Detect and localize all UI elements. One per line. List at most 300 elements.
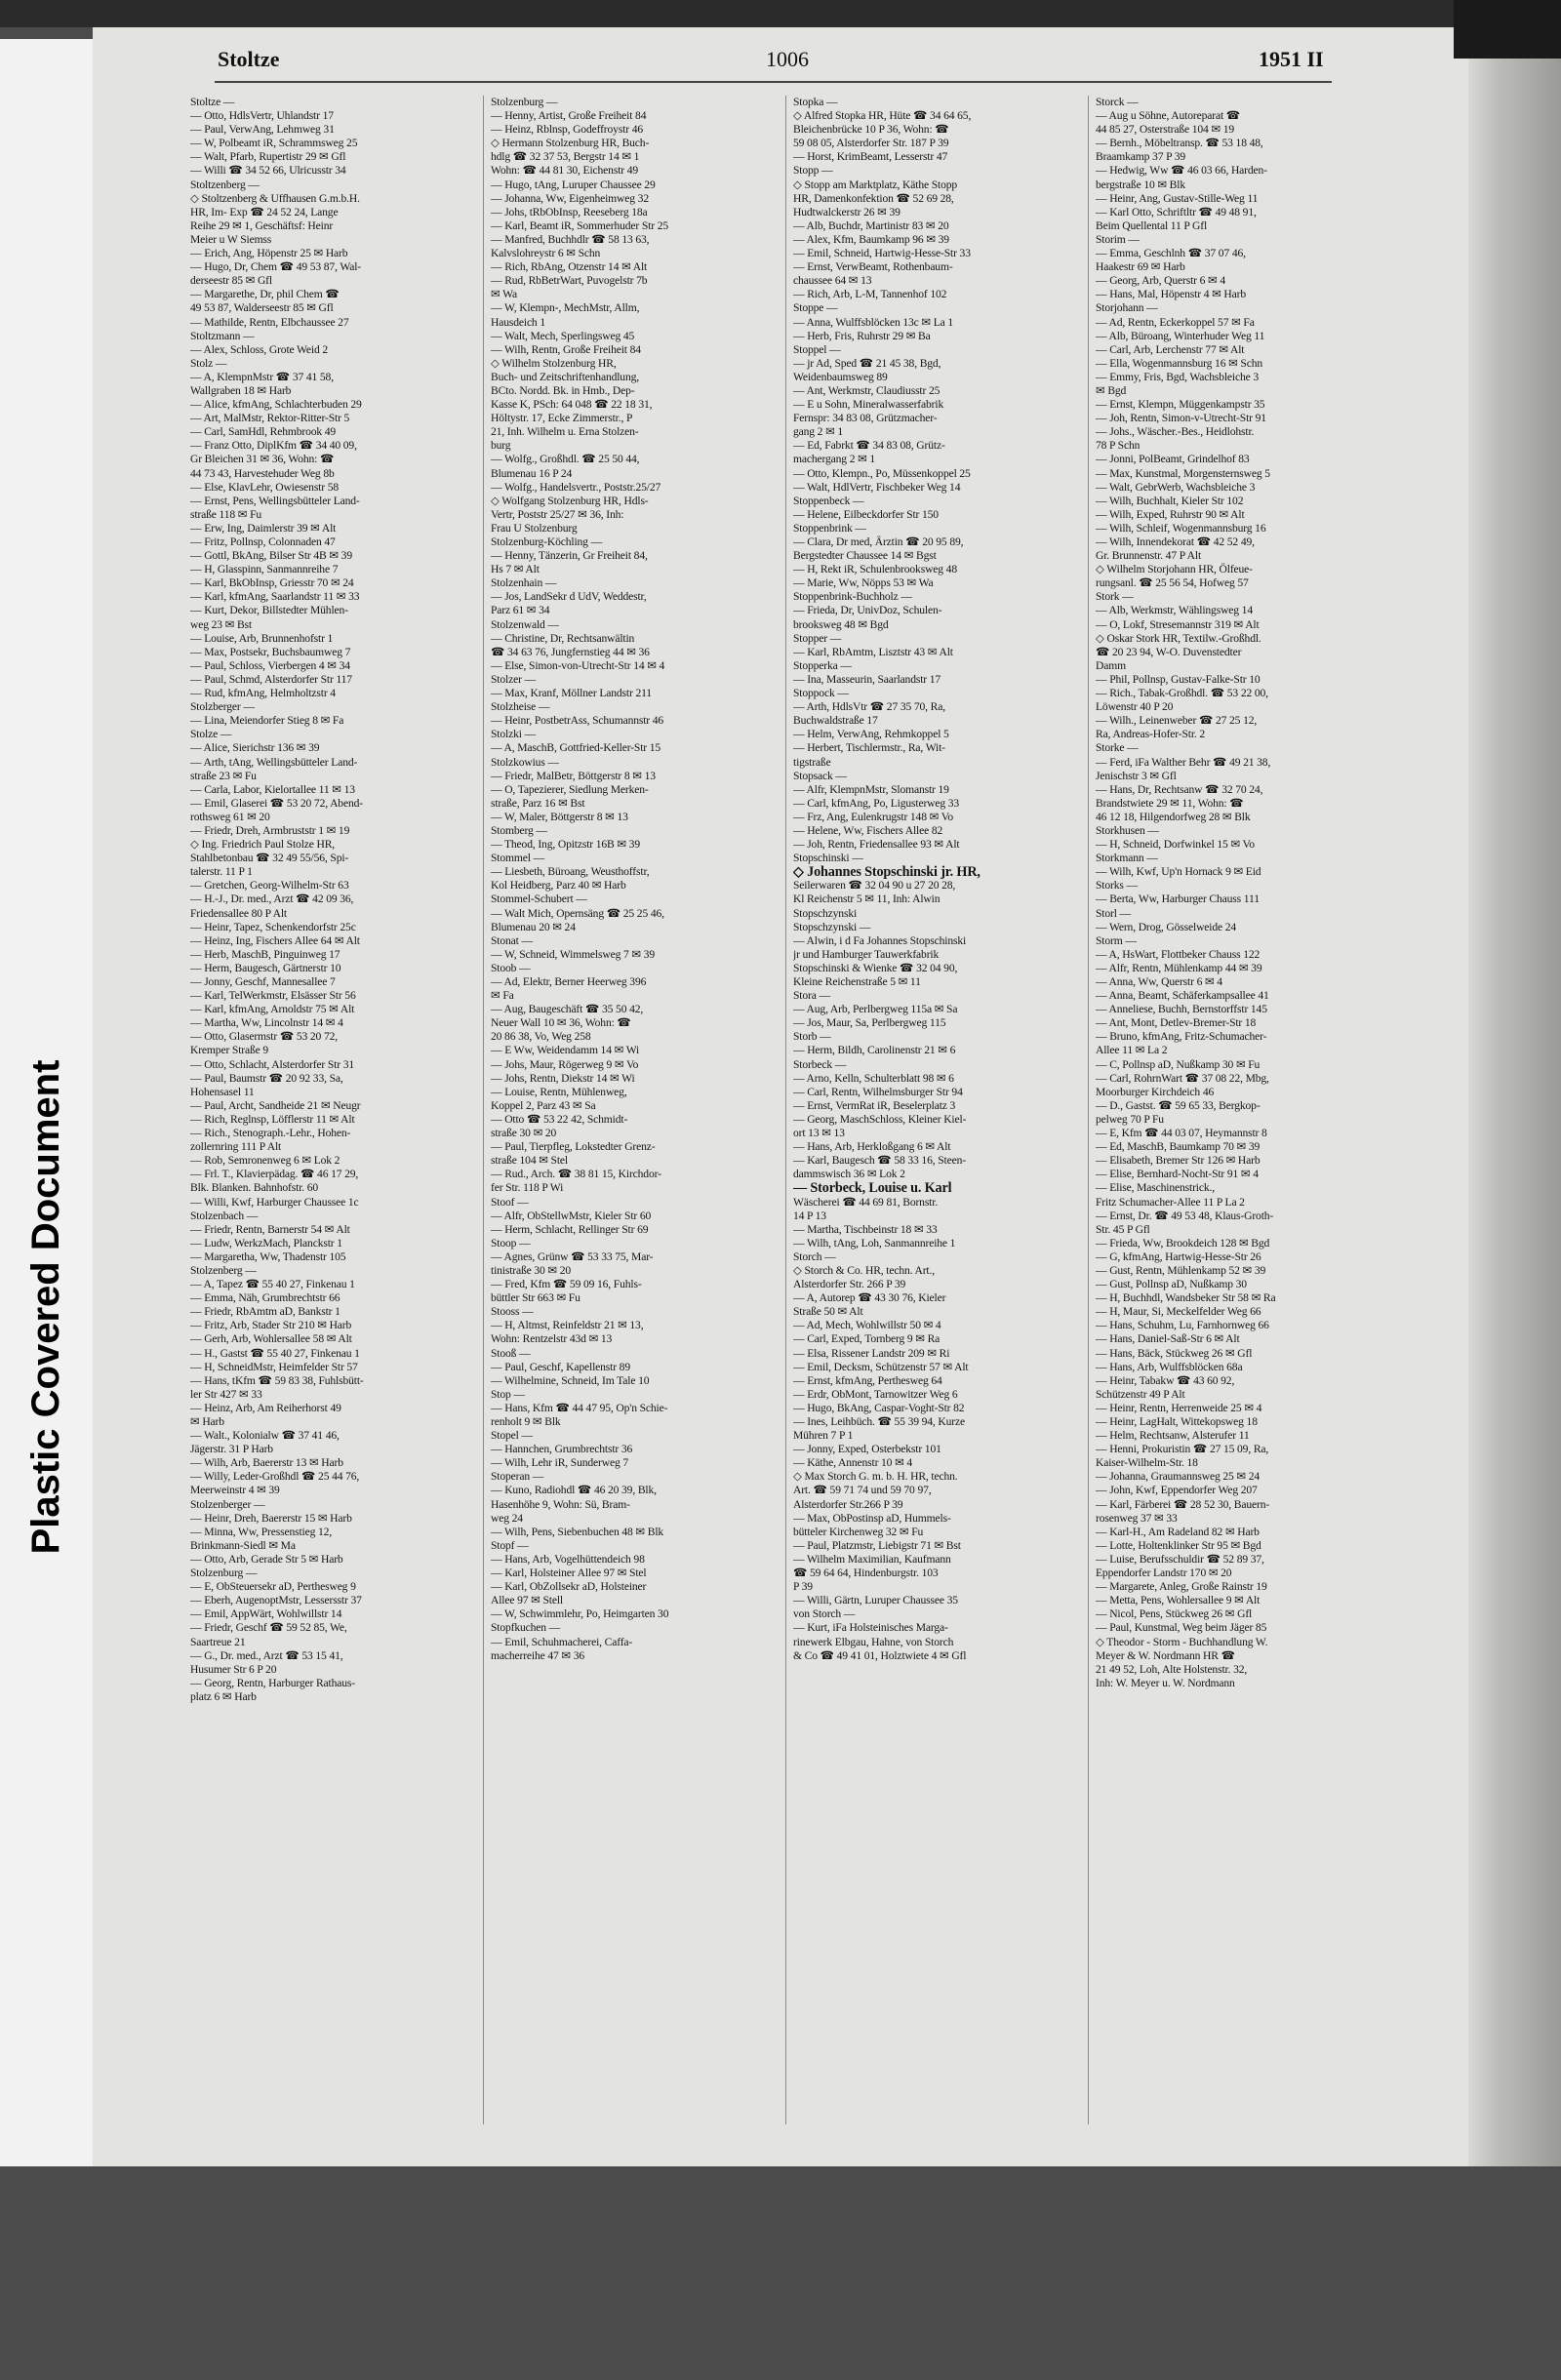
directory-line: — Margaretha, Ww, Thadenstr 105 bbox=[190, 1250, 346, 1263]
directory-line: — Heinr, Ang, Gustav-Stille-Weg 11 bbox=[1096, 191, 1259, 205]
directory-line: fer Str. 118 P Wi bbox=[491, 1181, 564, 1195]
directory-line: Stoppe — bbox=[793, 301, 838, 315]
directory-line: straße, Parz 16 ✉ Bst bbox=[491, 796, 585, 810]
directory-line: — Willi, Gärtn, Luruper Chaussee 35 bbox=[793, 1594, 958, 1607]
directory-line: ✉ Bgd bbox=[1096, 383, 1127, 397]
directory-line: — Hans, Mal, Höpenstr 4 ✉ Harb bbox=[1096, 288, 1246, 301]
directory-line: ◇ Hermann Stolzenburg HR, Buch- bbox=[491, 137, 650, 150]
directory-line: Stopfkuchen — bbox=[491, 1621, 561, 1635]
directory-line: Stommel-Schubert — bbox=[491, 892, 587, 906]
directory-line: straße 23 ✉ Fu bbox=[190, 769, 257, 782]
directory-line: Kalvslohreystr 6 ✉ Schn bbox=[491, 247, 601, 260]
directory-line: — Alb, Büroang, Winterhuder Weg 11 bbox=[1096, 329, 1265, 342]
directory-line: & Co ☎ 49 41 01, Holztwiete 4 ✉ Gfl bbox=[793, 1648, 967, 1662]
directory-line: Stolzenhain — bbox=[491, 576, 557, 590]
directory-line: — Heinz, Rblnsp, Godeffroystr 46 bbox=[491, 123, 643, 137]
directory-line: Stolze — bbox=[190, 728, 232, 741]
directory-line: — Ernst, kfmAng, Perthesweg 64 bbox=[793, 1373, 942, 1387]
directory-line: 59 08 05, Alsterdorfer Str. 187 P 39 bbox=[793, 137, 949, 150]
directory-line: — Rich, Arb, L-M, Tannenhof 102 bbox=[793, 288, 947, 301]
directory-line: 14 P 13 bbox=[793, 1209, 826, 1222]
directory-line: — Elisabeth, Bremer Str 126 ✉ Harb bbox=[1096, 1154, 1261, 1168]
directory-line: — Arno, Kelln, Schulterblatt 98 ✉ 6 bbox=[793, 1071, 954, 1085]
directory-line: Frau U Stolzenburg bbox=[491, 521, 578, 535]
directory-line: — Hugo, Dr, Chem ☎ 49 53 87, Wal- bbox=[190, 260, 362, 274]
directory-line: — Theod, Ing, Opitzstr 16B ✉ 39 bbox=[491, 838, 640, 852]
directory-line: — Walt, HdlVertr, Fischbeker Weg 14 bbox=[793, 480, 961, 494]
directory-line: — Willy, Leder-Großhdl ☎ 25 44 76, bbox=[190, 1470, 360, 1484]
directory-line: Jägerstr. 31 P Harb bbox=[190, 1443, 273, 1456]
directory-line: — A, HsWart, Flottbeker Chauss 122 bbox=[1096, 947, 1261, 961]
directory-line: ort 13 ✉ 13 bbox=[793, 1127, 845, 1140]
directory-line: — Otto, HdlsVertr, Uhlandstr 17 bbox=[190, 109, 334, 123]
column-4 bbox=[1096, 96, 1377, 2124]
directory-line: — Karl, Baugesch ☎ 58 33 16, Steen- bbox=[793, 1154, 966, 1168]
directory-line: — Alice, Sierichstr 136 ✉ 39 bbox=[190, 741, 320, 755]
directory-line: 44 85 27, Osterstraße 104 ✉ 19 bbox=[1096, 123, 1235, 137]
directory-line: — W, Schwimmlehr, Po, Heimgarten 30 bbox=[491, 1607, 669, 1621]
directory-line: Kaiser-Wilhelm-Str. 18 bbox=[1096, 1456, 1198, 1470]
column-divider bbox=[1088, 96, 1089, 2124]
directory-line: — Herb, MaschB, Pinguinweg 17 bbox=[190, 947, 340, 961]
directory-line: bergstraße 10 ✉ Blk bbox=[1096, 178, 1185, 191]
directory-line: — Alwin, i d Fa Johannes Stopschinski bbox=[793, 933, 967, 947]
directory-line: hdlg ☎ 32 37 53, Bergstr 14 ✉ 1 bbox=[491, 150, 640, 164]
directory-line: — Ant, Werkmstr, Claudiusstr 25 bbox=[793, 383, 941, 397]
directory-line: — Walt, Mech, Sperlingsweg 45 bbox=[491, 329, 635, 342]
directory-line: Stoppenbeck — bbox=[793, 494, 864, 507]
directory-line: — Käthe, Annenstr 10 ✉ 4 bbox=[793, 1456, 913, 1470]
running-head-right: 1951 II bbox=[1259, 47, 1324, 71]
directory-line: — W, Klempn-, MechMstr, Allm, bbox=[491, 301, 640, 315]
directory-line: — Hans, Schuhm, Lu, Farnhornweg 66 bbox=[1096, 1319, 1269, 1332]
directory-line: — Wilh, Schleif, Wogenmannsburg 16 bbox=[1096, 521, 1266, 535]
directory-line: — Otto, Glasermstr ☎ 53 20 72, bbox=[190, 1030, 338, 1044]
directory-line: ☎ 20 23 94, W-O. Duvenstedter bbox=[1096, 645, 1242, 658]
directory-line: — Walt, GebrWerb, Wachsbleiche 3 bbox=[1096, 480, 1256, 494]
scan-corner bbox=[1454, 0, 1561, 59]
directory-line: 21 49 52, Loh, Alte Holstenstr. 32, bbox=[1096, 1662, 1248, 1676]
header-rule bbox=[215, 81, 1332, 83]
directory-line: — Jos, LandSekr d UdV, Weddestr, bbox=[491, 590, 647, 604]
directory-line: Kol Heidberg, Parz 40 ✉ Harb bbox=[491, 879, 626, 892]
directory-line: Stolzenburg-Köchling — bbox=[491, 536, 603, 548]
directory-line: — Frz, Ang, Eulenkrugstr 148 ✉ Vo bbox=[793, 810, 954, 823]
directory-line: Seilerwaren ☎ 32 04 90 u 27 20 28, bbox=[793, 879, 956, 892]
directory-line: — Wilh, Rentn, Große Freiheit 84 bbox=[491, 342, 641, 356]
directory-line: Stolz — bbox=[190, 356, 227, 370]
directory-line: Brinkmann-Siedl ✉ Ma bbox=[190, 1538, 296, 1552]
directory-line: Stopperka — bbox=[793, 658, 852, 672]
directory-line: — Emil, Schuhmacherei, Caffa- bbox=[491, 1635, 633, 1648]
directory-line: — Emma, Näh, Grumbrechtstr 66 bbox=[190, 1291, 340, 1305]
directory-line: dammswisch 36 ✉ Lok 2 bbox=[793, 1168, 905, 1181]
directory-line: Storbeck — bbox=[793, 1057, 847, 1071]
directory-line: zollernring 111 P Alt bbox=[190, 1140, 282, 1154]
directory-line: Mühren 7 P 1 bbox=[793, 1429, 854, 1443]
directory-line: straße 30 ✉ 20 bbox=[491, 1127, 557, 1140]
directory-line: Stoltze — bbox=[190, 96, 235, 108]
directory-line: Kleine Reichenstraße 5 ✉ 11 bbox=[793, 975, 921, 988]
directory-line: Stoppock — bbox=[793, 687, 849, 700]
directory-line: — Hugo, BkAng, Caspar-Voght-Str 82 bbox=[793, 1401, 965, 1414]
directory-line: Bergstedter Chaussee 14 ✉ Bgst bbox=[793, 549, 937, 563]
directory-line: — Ed, MaschB, Baumkamp 70 ✉ 39 bbox=[1096, 1140, 1261, 1154]
directory-line: — Martha, Ww, Lincolnstr 14 ✉ 4 bbox=[190, 1016, 343, 1030]
directory-line: 20 86 38, Vo, Weg 258 bbox=[491, 1030, 591, 1044]
directory-line: ✉ Fa bbox=[491, 989, 514, 1003]
directory-line: — Paul, Archt, Sandheide 21 ✉ Neugr bbox=[190, 1098, 361, 1112]
directory-line: — Arth, tAng, Wellingsbütteler Land- bbox=[190, 755, 358, 769]
directory-line: — Paul, Schmd, Alsterdorfer Str 117 bbox=[190, 672, 352, 686]
directory-line: — Walt., Kolonialw ☎ 37 41 46, bbox=[190, 1429, 340, 1443]
directory-line: — Karl, kfmAng, Arnoldstr 75 ✉ Alt bbox=[190, 1003, 355, 1016]
directory-line: Stolzenburg — bbox=[491, 96, 558, 108]
directory-line: Storl — bbox=[1096, 906, 1131, 920]
column-1 bbox=[190, 96, 471, 2124]
directory-line: ◇ Wolfgang Stolzenburg HR, Hdls- bbox=[491, 494, 649, 507]
directory-line: — Max, Postsekr, Buchsbaumweg 7 bbox=[190, 645, 351, 658]
directory-line: pelweg 70 P Fu bbox=[1096, 1112, 1164, 1126]
directory-line: — Wilh, Innendekorat ☎ 42 52 49, bbox=[1096, 536, 1255, 548]
directory-line: — Ina, Masseurin, Saarlandstr 17 bbox=[793, 672, 941, 686]
directory-line: Vertr, Poststr 25/27 ✉ 36, Inh: bbox=[491, 507, 624, 521]
directory-line: — Erich, Ang, Höpenstr 25 ✉ Harb bbox=[190, 247, 348, 260]
directory-line: — H, Rekt iR, Schulenbrooksweg 48 bbox=[793, 563, 957, 576]
directory-line: — Helm, VerwAng, Rehmkoppel 5 bbox=[793, 728, 949, 741]
directory-line: — Frieda, Dr, UnivDoz, Schulen- bbox=[793, 604, 942, 617]
directory-line: ◇ Ing. Friedrich Paul Stolze HR, bbox=[190, 838, 336, 852]
directory-line: — Paul, Baumstr ☎ 20 92 33, Sa, bbox=[190, 1071, 343, 1085]
directory-line: Stoop — bbox=[491, 1236, 531, 1250]
directory-line: ◇ Alfred Stopka HR, Hüte ☎ 34 64 65, bbox=[793, 109, 972, 123]
directory-line: renholt 9 ✉ Blk bbox=[491, 1415, 561, 1428]
directory-line: — Heinr, Tapez, Schenkendorfstr 25c bbox=[190, 920, 356, 933]
directory-line: — Johanna, Graumannsweg 25 ✉ 24 bbox=[1096, 1470, 1260, 1484]
directory-line: — Kuno, Radiohdl ☎ 46 20 39, Blk, bbox=[491, 1484, 657, 1497]
directory-line: machergang 2 ✉ 1 bbox=[793, 453, 876, 466]
directory-line: Storim — bbox=[1096, 232, 1140, 246]
directory-line: Storjohann — bbox=[1096, 301, 1158, 315]
directory-line: — Max, Kranf, Möllner Landstr 211 bbox=[491, 687, 652, 700]
directory-line: — W, Polbeamt iR, Schrammsweg 25 bbox=[190, 137, 358, 150]
column-divider bbox=[483, 96, 484, 2124]
directory-line: — Rud, kfmAng, Helmholtzstr 4 bbox=[190, 687, 336, 700]
directory-line: — H., Gastst ☎ 55 40 27, Finkenau 1 bbox=[190, 1346, 360, 1360]
directory-line: Schützenstr 49 P Alt bbox=[1096, 1387, 1185, 1401]
plastic-sticker bbox=[0, 39, 93, 2166]
directory-line: — Johs, Rentn, Diekstr 14 ✉ Wi bbox=[491, 1071, 635, 1085]
directory-line: Stommel — bbox=[491, 852, 545, 865]
directory-line: 21, Inh. Wilhelm u. Erna Stolzen- bbox=[491, 425, 639, 439]
directory-line: — Friedr, Rentn, Barnerstr 54 ✉ Alt bbox=[190, 1222, 350, 1236]
directory-line: — Alb, Werkmstr, Wählingsweg 14 bbox=[1096, 604, 1253, 617]
directory-line: — Emil, Glaserei ☎ 53 20 72, Abend- bbox=[190, 796, 363, 810]
directory-line: Stoltzmann — bbox=[190, 329, 255, 342]
directory-line: — Erdr, ObMont, Tarnowitzer Weg 6 bbox=[793, 1387, 958, 1401]
directory-line: — Wilhelm Maximilian, Kaufmann bbox=[793, 1552, 951, 1566]
directory-line: Inh: W. Meyer u. W. Nordmann bbox=[1096, 1676, 1235, 1689]
directory-line: — Wolfg., Großhdl. ☎ 25 50 44, bbox=[491, 453, 640, 466]
directory-line: bütteler Kirchenweg 32 ✉ Fu bbox=[793, 1525, 924, 1538]
directory-line: burg bbox=[491, 439, 511, 453]
directory-line: Storch — bbox=[793, 1250, 836, 1263]
directory-line: — H, SchneidMstr, Heimfelder Str 57 bbox=[190, 1360, 358, 1373]
directory-line: — Carl, kfmAng, Po, Ligusterweg 33 bbox=[793, 796, 960, 810]
directory-line: P 39 bbox=[793, 1580, 813, 1594]
directory-line: — Alfr, ObStellwMstr, Kieler Str 60 bbox=[491, 1209, 652, 1222]
directory-line: Stoppenbrink — bbox=[793, 521, 866, 535]
directory-line: — H, Buchhdl, Wandsbeker Str 58 ✉ Ra bbox=[1096, 1291, 1276, 1305]
directory-line: Stopsack — bbox=[793, 769, 847, 782]
directory-line: — Alice, kfmAng, Schlachterbuden 29 bbox=[190, 398, 362, 412]
directory-line: — Heinr, PostbetrAss, Schumannstr 46 bbox=[491, 714, 664, 728]
directory-line: — Johs, tRbObInsp, Reeseberg 18a bbox=[491, 205, 648, 218]
directory-line: — Friedr, Dreh, Armbruststr 1 ✉ 19 bbox=[190, 823, 350, 837]
directory-line: — A, Tapez ☎ 55 40 27, Finkenau 1 bbox=[190, 1278, 355, 1291]
directory-line: Meyer & W. Nordmann HR ☎ bbox=[1096, 1648, 1235, 1662]
directory-line: Braamkamp 37 P 39 bbox=[1096, 150, 1186, 164]
directory-line: — Hans, Dr, Rechtsanw ☎ 32 70 24, bbox=[1096, 782, 1263, 796]
directory-line: — E, Kfm ☎ 44 03 07, Heymannstr 8 bbox=[1096, 1127, 1267, 1140]
directory-line: — Elise, Maschinenstrick., bbox=[1096, 1181, 1215, 1195]
directory-line: — Elsa, Rissener Landstr 209 ✉ Ri bbox=[793, 1346, 950, 1360]
directory-line: — Art, MalMstr, Rektor-Ritter-Str 5 bbox=[190, 412, 350, 425]
directory-line: — Eberh, AugenoptMstr, Lessersstr 37 bbox=[190, 1594, 362, 1607]
directory-line: Straße 50 ✉ Alt bbox=[793, 1305, 863, 1319]
directory-line: — G., Dr. med., Arzt ☎ 53 15 41, bbox=[190, 1648, 343, 1662]
directory-line: — Georg, Arb, Querstr 6 ✉ 4 bbox=[1096, 274, 1225, 288]
directory-line: — Wilh, Buchhalt, Kieler Str 102 bbox=[1096, 494, 1244, 507]
directory-line: Buchwaldstraße 17 bbox=[793, 714, 878, 728]
directory-line: derseestr 85 ✉ Gfl bbox=[190, 274, 272, 288]
directory-line: — Arth, HdlsVtr ☎ 27 35 70, Ra, bbox=[793, 700, 945, 714]
directory-line: ◇ Storch & Co. HR, techn. Art., bbox=[793, 1263, 935, 1277]
directory-line: Fritz Schumacher-Allee 11 P La 2 bbox=[1096, 1195, 1245, 1209]
directory-line: Stolzberger — bbox=[190, 700, 255, 714]
directory-line: brooksweg 48 ✉ Bgd bbox=[793, 617, 889, 631]
directory-line: — Ludw, WerkzMach, Planckstr 1 bbox=[190, 1236, 342, 1250]
directory-line: Neuer Wall 10 ✉ 36, Wohn: ☎ bbox=[491, 1016, 631, 1030]
directory-line: — Ernst, VermRat iR, Beselerplatz 3 bbox=[793, 1098, 956, 1112]
directory-line: — Ella, Wogenmannsburg 16 ✉ Schn bbox=[1096, 356, 1263, 370]
directory-line: Storck — bbox=[1096, 96, 1139, 108]
directory-line: — Minna, Ww, Pressenstieg 12, bbox=[190, 1525, 333, 1538]
directory-line: — Karl, ObZollsekr aD, Holsteiner bbox=[491, 1580, 647, 1594]
directory-line: Weidenbaumsweg 89 bbox=[793, 370, 888, 383]
directory-line: — Carl, Exped, Tornberg 9 ✉ Ra bbox=[793, 1332, 941, 1346]
directory-line: Stopschzynski bbox=[793, 906, 858, 920]
directory-line: — Karl Otto, Schriftltr ☎ 49 48 91, bbox=[1096, 205, 1257, 218]
directory-line: — Hans, Bäck, Stückweg 26 ✉ Gfl bbox=[1096, 1346, 1253, 1360]
directory-line: Eppendorfer Landstr 170 ✉ 20 bbox=[1096, 1567, 1232, 1580]
directory-line: Reihe 29 ✉ 1, Geschäftsf: Heinr bbox=[190, 218, 334, 232]
directory-line: — Horst, KrimBeamt, Lesserstr 47 bbox=[793, 150, 948, 164]
directory-line: — Karl, Holsteiner Allee 97 ✉ Stel bbox=[491, 1567, 647, 1580]
directory-line: — Jos, Maur, Sa, Perlbergweg 115 bbox=[793, 1016, 946, 1030]
directory-line: — Hans, Daniel-Saß-Str 6 ✉ Alt bbox=[1096, 1332, 1240, 1346]
directory-line: — Erw, Ing, Daimlerstr 39 ✉ Alt bbox=[190, 521, 337, 535]
directory-line: — Heinr, Rentn, Herrenweide 25 ✉ 4 bbox=[1096, 1401, 1262, 1414]
directory-line: Wäscherei ☎ 44 69 81, Bornstr. bbox=[793, 1195, 939, 1209]
directory-line: — Herbert, Tischlermstr., Ra, Wit- bbox=[793, 741, 945, 755]
directory-line: — Hannchen, Grumbrechtstr 36 bbox=[491, 1443, 633, 1456]
directory-line: — Ernst, Klempn, Müggenkampstr 35 bbox=[1096, 398, 1265, 412]
directory-line: ✉ Harb bbox=[190, 1415, 224, 1428]
directory-line: Storkmann — bbox=[1096, 852, 1158, 865]
directory-line: HR, Im- Exp ☎ 24 52 24, Lange bbox=[190, 205, 339, 218]
directory-line: — Johs, Maur, Rögerweg 9 ✉ Vo bbox=[491, 1057, 639, 1071]
directory-line: — Bernh., Möbeltransp. ☎ 53 18 48, bbox=[1096, 137, 1263, 150]
directory-line: Blumenau 16 P 24 bbox=[491, 466, 573, 480]
directory-line: — Henni, Prokuristin ☎ 27 15 09, Ra, bbox=[1096, 1443, 1269, 1456]
directory-line: 44 73 43, Harvestehuder Weg 8b bbox=[190, 466, 335, 480]
directory-line: Storb — bbox=[793, 1030, 831, 1044]
directory-line: — Joh, Rentn, Friedensallee 93 ✉ Alt bbox=[793, 838, 960, 852]
directory-line: Meier u W Siemss bbox=[190, 232, 272, 246]
directory-line: Stopka — bbox=[793, 96, 838, 108]
directory-line: Gr. Brunnenstr. 47 P Alt bbox=[1096, 549, 1202, 563]
directory-line: — G, kfmAng, Hartwig-Hesse-Str 26 bbox=[1096, 1250, 1261, 1263]
directory-line: — Herm, Schlacht, Rellinger Str 69 bbox=[491, 1222, 649, 1236]
directory-line: — Karl, Färberei ☎ 28 52 30, Bauern- bbox=[1096, 1497, 1270, 1511]
directory-line: Stolzheise — bbox=[491, 700, 550, 714]
directory-line: — Jonni, PolBeamt, Grindelhof 83 bbox=[1096, 453, 1250, 466]
directory-line: Stop — bbox=[491, 1387, 525, 1401]
directory-line: — Heinr, Tabakw ☎ 43 60 92, bbox=[1096, 1373, 1235, 1387]
directory-line: — Emmy, Fris, Bgd, Wachsbleiche 3 bbox=[1096, 370, 1260, 383]
directory-line: Stolzenbach — bbox=[190, 1209, 259, 1222]
directory-line: Allee 97 ✉ Stell bbox=[491, 1594, 563, 1607]
directory-line: — Margarethe, Dr, phil Chem ☎ bbox=[190, 288, 340, 301]
directory-line: — John, Kwf, Eppendorfer Weg 207 bbox=[1096, 1484, 1258, 1497]
directory-line: Stoppenbrink-Buchholz — bbox=[793, 590, 912, 604]
directory-line: — Frieda, Ww, Brookdeich 128 ✉ Bgd bbox=[1096, 1236, 1270, 1250]
directory-line: gang 2 ✉ 1 bbox=[793, 425, 844, 439]
directory-line: Stolzenberg — bbox=[190, 1263, 257, 1277]
directory-line: — Paul, Geschf, Kapellenstr 89 bbox=[491, 1360, 630, 1373]
directory-line: — Fritz, Pollnsp, Colonnaden 47 bbox=[190, 536, 336, 548]
directory-line: Hasenhöhe 9, Wohn: Sü, Bram- bbox=[491, 1497, 630, 1511]
directory-line: rosenweg 37 ✉ 33 bbox=[1096, 1511, 1178, 1525]
directory-line: — Nicol, Pens, Stückweg 26 ✉ Gfl bbox=[1096, 1607, 1253, 1621]
directory-line: Stolzkowius — bbox=[491, 755, 559, 769]
directory-line: Allee 11 ✉ La 2 bbox=[1096, 1044, 1168, 1057]
directory-line: Stomberg — bbox=[491, 823, 547, 837]
directory-line: talerstr. 11 P 1 bbox=[190, 865, 253, 879]
directory-line: — Rich., Tabak-Großhdl. ☎ 53 22 00, bbox=[1096, 687, 1268, 700]
directory-line: Haakestr 69 ✉ Harb bbox=[1096, 260, 1185, 274]
directory-line: ◇ Johannes Stopschinski jr. HR, bbox=[793, 865, 981, 880]
directory-line: — Willi, Kwf, Harburger Chaussee 1c bbox=[190, 1195, 359, 1209]
directory-line: — Hans, tKfm ☎ 59 83 38, Fuhlsbütt- bbox=[190, 1373, 364, 1387]
directory-line: — Anna, Ww, Querstr 6 ✉ 4 bbox=[1096, 975, 1222, 988]
directory-line: ✉ Wa bbox=[491, 288, 517, 301]
directory-line: 78 P Schn bbox=[1096, 439, 1141, 453]
directory-line: — Marie, Ww, Nöpps 53 ✉ Wa bbox=[793, 576, 934, 590]
directory-line: Storke — bbox=[1096, 741, 1139, 755]
directory-line: Meerweinstr 4 ✉ 39 bbox=[190, 1484, 280, 1497]
directory-line: — Alex, Kfm, Baumkamp 96 ✉ 39 bbox=[793, 232, 949, 246]
directory-line: rungsanl. ☎ 25 56 54, Hofweg 57 bbox=[1096, 576, 1249, 590]
directory-line: — Gottl, BkAng, Bilser Str 4B ✉ 39 bbox=[190, 549, 352, 563]
directory-line: — Fritz, Arb, Stader Str 210 ✉ Harb bbox=[190, 1319, 352, 1332]
directory-line: — Karl, RbAmtm, Lisztstr 43 ✉ Alt bbox=[793, 645, 953, 658]
directory-line: — Margarete, Anleg, Große Rainstr 19 bbox=[1096, 1580, 1267, 1594]
directory-line: — Manfred, Buchhdlr ☎ 58 13 63, bbox=[491, 232, 650, 246]
directory-line: — Gretchen, Georg-Wilhelm-Str 63 bbox=[190, 879, 349, 892]
directory-line: — Carl, RohrnWart ☎ 37 08 22, Mbg, bbox=[1096, 1071, 1269, 1085]
directory-line: — Karl-H., Am Radeland 82 ✉ Harb bbox=[1096, 1525, 1260, 1538]
facing-page-edge bbox=[1468, 27, 1561, 2166]
directory-line: — Franz Otto, DiplKfm ☎ 34 40 09, bbox=[190, 439, 357, 453]
directory-line: — A, Autorep ☎ 43 30 76, Kieler bbox=[793, 1291, 946, 1305]
directory-line: ☎ 59 64 64, Hindenburgstr. 103 bbox=[793, 1567, 939, 1580]
directory-line: — Max, Kunstmal, Morgensternsweg 5 bbox=[1096, 466, 1270, 480]
directory-line: Damm bbox=[1096, 658, 1126, 672]
directory-line: Brandstwiete 29 ✉ 11, Wohn: ☎ bbox=[1096, 796, 1244, 810]
directory-line: — Ernst, Pens, Wellingsbütteler Land- bbox=[190, 494, 360, 507]
directory-line: — Joh, Rentn, Simon-v-Utrecht-Str 91 bbox=[1096, 412, 1266, 425]
directory-line: Stopschinski & Wienke ☎ 32 04 90, bbox=[793, 961, 958, 974]
directory-line: Kasse K, PSch: 64 048 ☎ 22 18 31, bbox=[491, 398, 653, 412]
directory-line: — O, Lokf, Stresemannstr 319 ✉ Alt bbox=[1096, 617, 1260, 631]
directory-line: Hausdeich 1 bbox=[491, 315, 545, 329]
directory-line: Koppel 2, Parz 43 ✉ Sa bbox=[491, 1098, 596, 1112]
directory-line: Stopf — bbox=[491, 1538, 529, 1552]
column-divider bbox=[785, 96, 786, 2124]
directory-line: — Ad, Mech, Wohlwillstr 50 ✉ 4 bbox=[793, 1319, 941, 1332]
directory-line: Wallgraben 18 ✉ Harb bbox=[190, 383, 292, 397]
directory-line: — Else, KlavLehr, Owiesenstr 58 bbox=[190, 480, 340, 494]
directory-line: — Paul, Kunstmal, Weg beim Jäger 85 bbox=[1096, 1621, 1267, 1635]
directory-line: Stolzenwald — bbox=[491, 617, 559, 631]
directory-line: Jenischstr 3 ✉ Gfl bbox=[1096, 769, 1177, 782]
directory-line: — Elise, Bernhard-Nocht-Str 91 ✉ 4 bbox=[1096, 1168, 1259, 1181]
directory-line: Stopschzynski — bbox=[793, 920, 871, 933]
directory-line: — Karl, Beamt iR, Sommerhuder Str 25 bbox=[491, 218, 669, 232]
directory-line: Stonat — bbox=[491, 933, 533, 947]
directory-line: — Wilh., Leinenweber ☎ 27 25 12, bbox=[1096, 714, 1258, 728]
directory-line: — Heinz, Ing, Fischers Allee 64 ✉ Alt bbox=[190, 933, 360, 947]
directory-line: Stopel — bbox=[491, 1429, 533, 1443]
directory-line: — Karl, TelWerkmstr, Elsässer Str 56 bbox=[190, 989, 356, 1003]
directory-line: — Ed, Fabrkt ☎ 34 83 08, Grütz- bbox=[793, 439, 945, 453]
directory-line: — Carl, Arb, Lerchenstr 77 ✉ Alt bbox=[1096, 342, 1245, 356]
directory-line: — Louise, Arb, Brunnenhofstr 1 bbox=[190, 631, 334, 645]
directory-line: — A, KlempnMstr ☎ 37 41 58, bbox=[190, 370, 334, 383]
directory-line: von Storch — bbox=[793, 1607, 856, 1621]
directory-line: — Kurt, Dekor, Billstedter Mühlen- bbox=[190, 604, 348, 617]
directory-line: Stooss — bbox=[491, 1305, 534, 1319]
directory-line: — Willi ☎ 34 52 66, Ulricusstr 34 bbox=[190, 164, 346, 178]
directory-line: Stopschinski — bbox=[793, 852, 863, 865]
directory-line: — Wilh, Kwf, Up'n Hornack 9 ✉ Eid bbox=[1096, 865, 1261, 879]
directory-line: — Aug, Arb, Perlbergweg 115a ✉ Sa bbox=[793, 1003, 958, 1016]
directory-line: — Wern, Drog, Gösselweide 24 bbox=[1096, 920, 1237, 933]
directory-line: Stork — bbox=[1096, 590, 1134, 604]
directory-line: Alsterdorfer Str.266 P 39 bbox=[793, 1497, 903, 1511]
directory-line: — Johanna, Ww, Eigenheimweg 32 bbox=[491, 191, 649, 205]
directory-line: — Louise, Rentn, Mühlenweg, bbox=[491, 1085, 627, 1098]
directory-line: — Hans, Arb, Vogelhüttendeich 98 bbox=[491, 1552, 645, 1566]
directory-line: — Luise, Berufsschuldir ☎ 52 89 37, bbox=[1096, 1552, 1264, 1566]
directory-line: — H, Maur, Si, Meckelfelder Weg 66 bbox=[1096, 1305, 1261, 1319]
directory-line: — Ferd, iFa Walther Behr ☎ 49 21 38, bbox=[1096, 755, 1271, 769]
directory-line: ◇ Oskar Stork HR, Textilw.-Großhdl. bbox=[1096, 631, 1261, 645]
column-3 bbox=[793, 96, 1074, 2124]
page-number: 1006 bbox=[766, 47, 809, 71]
